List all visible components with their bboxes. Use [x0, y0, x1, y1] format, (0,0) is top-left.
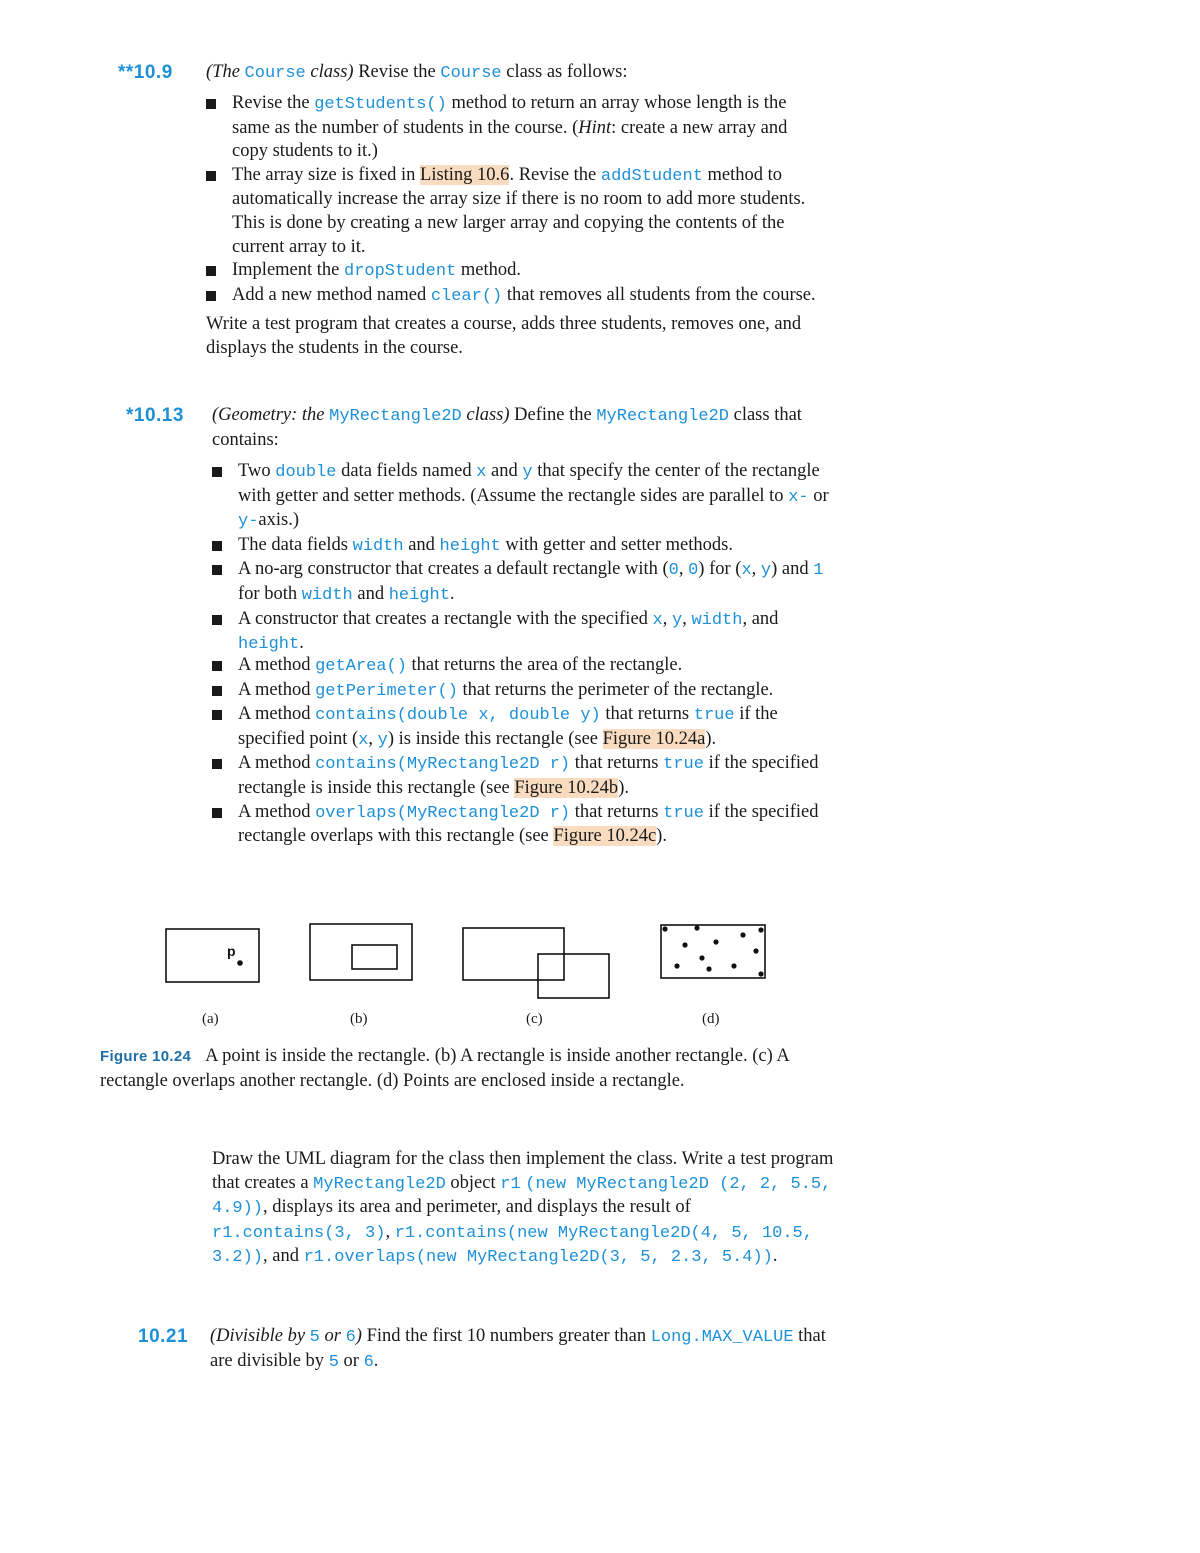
subfigure-label-d: (d)	[702, 1011, 720, 1027]
exercise-10-9-bullets	[206, 92, 826, 308]
figure-link[interactable]: Figure 10.24b	[514, 777, 619, 798]
exercise-10-9-intro: (The Course class) Revise the Course class as follows:	[206, 62, 628, 83]
point-dot	[740, 932, 745, 937]
listing-link[interactable]: Listing 10.6	[420, 164, 510, 185]
exercise-title: (Divisible by 5 or 6)	[210, 1326, 362, 1347]
bullet-square-icon	[206, 171, 216, 181]
point-dot	[713, 939, 718, 944]
point-dot	[674, 963, 679, 968]
figure-link[interactable]: Figure 10.24a	[602, 728, 706, 749]
bullet-square-icon	[212, 541, 222, 551]
bullet-item: Two double data fields named x and y that specify the center of the rectangle with getter and setter methods. (Assume the rectangle sides are parallel to x- or y-axis.)	[212, 460, 832, 534]
bullet-square-icon	[212, 759, 222, 769]
bullet-item: A method contains(MyRectangle2D r) that returns true if the specified rectangle is inside this rectangle (see Figure 10.24b).	[212, 752, 832, 800]
bullet-square-icon	[206, 99, 216, 109]
bullet-item: A constructor that creates a rectangle with the specified x, y, width, and height.	[212, 608, 832, 657]
figure-d-points-enclosed	[661, 925, 765, 978]
subfigure-label-a: (a)	[202, 1011, 219, 1027]
point-dot	[758, 927, 763, 932]
figure-b-rectangle-inside	[310, 924, 412, 980]
exercise-10-13-closing: Draw the UML diagram for the class then implement the class. Write a test program that creates a MyRectangle2D object r1 (new MyRectangle2D (2, 2, 5.5, 4.9)), displays its area and perimeter, and displays the result of r1.contains(3, 3), r1.contains(new MyRectangle2D(4, 5, 10.5, 3.2)), and r1.overlaps(new MyRectangle2D(3, 5, 2.3, 5.4)).	[212, 1149, 834, 1268]
figure-c-rectangles-overlap	[463, 928, 609, 998]
bullet-item: A no-arg constructor that creates a default rectangle with (0, 0) for (x, y) and 1 for both width and height.	[212, 558, 832, 607]
figure-caption-text: A point is inside the rectangle. (b) A rectangle is inside another rectangle. (c) A rectangle overlaps another rectangle. (d) Points are enclosed inside a rectangle.	[100, 1046, 789, 1091]
figure-caption	[100, 1044, 820, 1093]
point-dot	[731, 963, 736, 968]
bullet-square-icon	[206, 266, 216, 276]
bullet-square-icon	[212, 565, 222, 575]
exercise-10-21-text: (Divisible by 5 or 6) Find the first 10 numbers greater than Long.MAX_VALUE that are divisible by 5 or 6.	[210, 1326, 826, 1372]
figure-link[interactable]: Figure 10.24c	[553, 826, 657, 847]
bullet-item: A method getArea() that returns the area of the rectangle.	[212, 654, 832, 679]
exercise-10-13-bullets-a	[212, 460, 832, 657]
point-dot	[682, 942, 687, 947]
point-label: p	[227, 943, 236, 959]
first-rectangle	[463, 928, 564, 980]
bullet-square-icon	[212, 808, 222, 818]
bullet-square-icon	[212, 710, 222, 720]
exercise-10-13-bullets-b	[212, 654, 832, 849]
bullet-item: The array size is fixed in Listing 10.6. Revise the addStudent method to automatically increase the array size if there is no room to add more students. This is done by creating a new larger array and copying the contents of the current array to it.	[206, 164, 826, 259]
bullet-square-icon	[206, 291, 216, 301]
point-dot	[237, 960, 243, 966]
second-rectangle	[538, 954, 609, 998]
subfigure-label-c: (c)	[526, 1011, 543, 1027]
point-dot	[694, 925, 699, 930]
subfigure-label-b: (b)	[350, 1011, 368, 1027]
exercise-number-10-21: 10.21	[138, 1326, 189, 1347]
inner-rectangle	[352, 945, 397, 969]
bullet-item: A method getPerimeter() that returns the perimeter of the rectangle.	[212, 679, 832, 704]
exercise-number-10-13: *10.13	[126, 405, 184, 426]
point-dot	[699, 955, 704, 960]
bullet-item: A method overlaps(MyRectangle2D r) that returns true if the specified rectangle overlaps with this rectangle (see Figure 10.24c).	[212, 801, 832, 849]
bullet-item: The data fields width and height with getter and setter methods.	[212, 534, 832, 559]
point-dot	[753, 948, 758, 953]
bullet-item: Add a new method named clear() that removes all students from the course.	[206, 284, 826, 309]
exercise-title: (The Course class)	[206, 62, 354, 83]
bullet-square-icon	[212, 615, 222, 625]
point-dot	[706, 966, 711, 971]
exercise-number-10-9: **10.9	[118, 62, 173, 83]
bullet-item: A method contains(double x, double y) that returns true if the specified point (x, y) is inside this rectangle (see Figure 10.24a).	[212, 703, 832, 752]
exercise-10-13-intro: (Geometry: the MyRectangle2D class) Define the MyRectangle2D class that contains:	[212, 405, 802, 450]
outer-rectangle	[166, 929, 259, 982]
bullet-square-icon	[212, 661, 222, 671]
bounding-rectangle	[661, 925, 765, 978]
bullet-square-icon	[212, 467, 222, 477]
exercise-10-9-closing: Write a test program that creates a course, adds three students, removes one, and displays the students in the course.	[206, 314, 802, 358]
code-term: Course	[244, 64, 306, 83]
bullet-item: Revise the getStudents() method to return an array whose length is the same as the number of students in the course. (Hint: create a new array and copy students to it.)	[206, 92, 826, 164]
code-term: Course	[440, 64, 502, 83]
exercise-title: (Geometry: the MyRectangle2D class)	[212, 405, 510, 426]
bullet-square-icon	[212, 686, 222, 696]
outer-rectangle	[310, 924, 412, 980]
point-dot	[758, 971, 763, 976]
figure-a-point-in-rectangle	[166, 929, 259, 982]
bullet-item: Implement the dropStudent method.	[206, 259, 826, 284]
figure-caption-label: Figure 10.24	[100, 1048, 192, 1065]
point-dot	[662, 926, 667, 931]
